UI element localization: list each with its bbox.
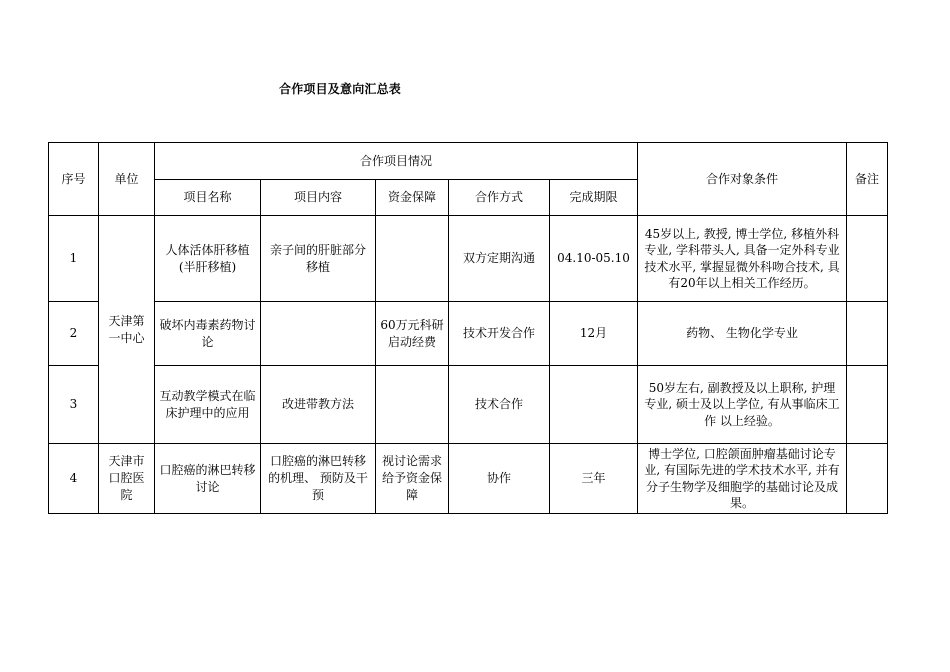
header-unit: 单位: [99, 143, 155, 216]
cell-project-name: 人体活体肝移植(半肝移植): [155, 216, 261, 302]
cell-remarks: [847, 366, 888, 444]
header-seq: 序号: [49, 143, 99, 216]
header-remarks: 备注: [847, 143, 888, 216]
cell-conditions: 45岁以上, 教授, 博士学位, 移植外科专业, 学科带头人, 具备一定外科专业技术水平, 掌握显微外科吻合技术, 具有20年以上相关工作经历。: [638, 216, 847, 302]
cell-deadline: 三年: [550, 444, 638, 514]
cell-unit: 天津第一中心: [99, 216, 155, 444]
cell-unit: 天津市口腔医院: [99, 444, 155, 514]
cell-project-name: 破坏内毒素药物讨论: [155, 302, 261, 366]
summary-table: [48, 142, 888, 514]
cell-conditions: 博士学位, 口腔颌面肿瘤基础讨论专业, 有国际先进的学术技术水平, 并有分子生物学及细胞学的基础讨论及成果。: [638, 444, 847, 514]
cell-seq: 3: [49, 366, 99, 444]
cell-seq: 4: [49, 444, 99, 514]
cell-mode: 技术开发合作: [449, 302, 550, 366]
cell-deadline: [550, 366, 638, 444]
header-mode: 合作方式: [449, 180, 550, 216]
cell-funding: [376, 216, 449, 302]
cell-funding: 视讨论需求给予资金保障: [376, 444, 449, 514]
cell-mode: 技术合作: [449, 366, 550, 444]
table-row: [49, 216, 888, 302]
header-funding: 资金保障: [376, 180, 449, 216]
cell-deadline: 04.10-05.10: [550, 216, 638, 302]
cell-remarks: [847, 216, 888, 302]
cell-conditions: 50岁左右, 副教授及以上职称, 护理专业, 硕士及以上学位, 有从事临床工作 以上经验。: [638, 366, 847, 444]
cell-project-name: 互动教学模式在临床护理中的应用: [155, 366, 261, 444]
cell-seq: 2: [49, 302, 99, 366]
cell-conditions: 药物、 生物化学专业: [638, 302, 847, 366]
header-project-name: 项目名称: [155, 180, 261, 216]
cell-seq: 1: [49, 216, 99, 302]
cell-deadline: 12月: [550, 302, 638, 366]
document-title: 合作项目及意向汇总表: [279, 82, 402, 96]
header-conditions: 合作对象条件: [638, 143, 847, 216]
cell-funding: [376, 366, 449, 444]
header-row-1: [49, 143, 888, 180]
cell-remarks: [847, 302, 888, 366]
cell-mode: 双方定期沟通: [449, 216, 550, 302]
cell-remarks: [847, 444, 888, 514]
table-row: [49, 302, 888, 366]
cell-mode: 协作: [449, 444, 550, 514]
cell-project-content: 口腔癌的淋巴转移的机理、 预防及干预: [261, 444, 376, 514]
cell-project-content: 改进带教方法: [261, 366, 376, 444]
header-deadline: 完成期限: [550, 180, 638, 216]
cell-funding: 60万元科研启动经费: [376, 302, 449, 366]
cell-project-content: 亲子间的肝脏部分移植: [261, 216, 376, 302]
table-row: [49, 444, 888, 514]
table-row: [49, 366, 888, 444]
header-project-info: 合作项目情况: [155, 143, 638, 180]
cell-project-content: [261, 302, 376, 366]
cell-project-name: 口腔癌的淋巴转移讨论: [155, 444, 261, 514]
header-project-content: 项目内容: [261, 180, 376, 216]
